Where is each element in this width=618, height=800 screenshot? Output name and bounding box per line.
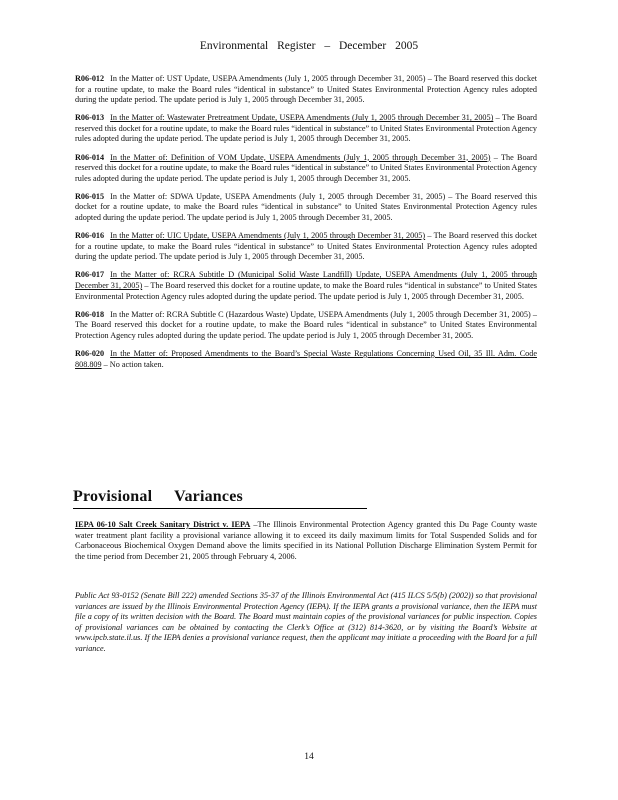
docket-body: – The Board reserved this docket for a routine update, to make the Board rules “identical in substance” to United States Environmental Protection Agency rules adopted during the update period. The update period is July 1, 2005 through December 31, 2005. (75, 191, 537, 223)
docket-heading: In the Matter of: Wastewater Pretreatment Update, USEPA Amendments (July 1, 2005 through December 31, 2005) (110, 113, 494, 123)
case-body: –The Illinois Environmental Protection Agency granted this Du Page County waste water treatment plant facility a provisional variance allowing it to exceed its daily maximum limits for Total Suspended Solids and for Carbonaceous Biochemical Oxygen Demand above the limits specified in its National Pollution Discharge Elimination System Permit for the time period from December 21, 2005 through February 4, 2006. (75, 520, 537, 561)
docket-entry (75, 153, 537, 185)
docket-body: – The Board reserved this docket for a routine update, to make the Board rules “identical in substance” to United States Environmental Protection Agency rules adopted during the update period. The update period is July 1, 2005 through December 31, 2005. (75, 152, 537, 183)
docket-entry (75, 310, 537, 342)
section-title: Provisional Variances (73, 488, 243, 505)
docket-entry (75, 74, 537, 106)
case-heading: IEPA 06-10 Salt Creek Sanitary District v. IEPA (75, 520, 251, 529)
provisional-variance-entry (75, 520, 537, 562)
docket-code: R06-014 (75, 152, 105, 162)
docket-body: – The Board reserved this docket for a routine update, to make the Board rules “identical in substance” to United States Environmental Protection Agency rules adopted during the update period. The update period is July 1, 2005 through December 31, 2005. (75, 231, 537, 262)
docket-code: R06-018 (75, 309, 105, 319)
docket-heading: In the Matter of: RCRA Subtitle C (Hazardous Waste) Update, USEPA Amendments (July 1, 2005 through December 31, 2005) (110, 309, 531, 319)
docket-body: – The Board reserved this docket for a routine update, to make the Board rules “identical in substance” to United States Environmental Protection Agency rules adopted during the update period. The update period is July 1, 2005 through December 31, 2005. (75, 309, 537, 340)
docket-heading: In the Matter of: UIC Update, USEPA Amendments (July 1, 2005 through December 31, 2005) (110, 231, 426, 241)
docket-code: R06-016 (75, 231, 105, 241)
docket-entry (75, 192, 537, 224)
docket-body: – The Board reserved this docket for a routine update, to make the Board rules “identical in substance” to United States Environmental Protection Agency rules adopted during the update period. The update period is July 1, 2005 through December 31, 2005. (75, 74, 537, 105)
docket-body: – The Board reserved this docket for a routine update, to make the Board rules “identical in substance” to United States Environmental Protection Agency rules adopted during the update period. The update period is July 1, 2005 through December 31, 2005. (75, 281, 537, 301)
docket-entry (75, 270, 537, 302)
docket-body: – No action taken. (101, 359, 164, 369)
docket-entry (75, 113, 537, 145)
docket-entries (75, 74, 537, 378)
docket-code: R06-012 (75, 74, 105, 83)
docket-body: – The Board reserved this docket for a routine update, to make the Board rules “identical in substance” to United States Environmental Protection Agency rules adopted during the update period. The update period is July 1, 2005 through December 31, 2005. (75, 113, 537, 144)
docket-code: R06-020 (75, 348, 105, 358)
docket-heading: In the Matter of: SDWA Update, USEPA Amendments (July 1, 2005 through December 31, 2005) (110, 191, 446, 201)
docket-code: R06-015 (75, 191, 105, 201)
docket-heading: In the Matter of: Proposed Amendments to the Board’s Special Waste Regulations Concerning Used Oil, 35 Ill. Adm. Code 808.809 (75, 348, 537, 369)
docket-entry (75, 231, 537, 263)
page-header: Environmental Register – December 2005 (199, 40, 419, 52)
statute-note: Public Act 93-0152 (Senate Bill 222) amended Sections 35-37 of the Illinois Environmental Act (415 ILCS 5/5(b) (2002)) so that provisional variances are issued by the Illinois Environmental Protection Agency (IEPA). If the IEPA grants a provisional variance, then the IEPA must file a copy of its written decision with the Board. The Board must maintain copies of the provisional variances for public inspection. Copies of provisional variances can be obtained by contacting the Clerk’s Office at (312) 814-3620, or by visiting the Board’s Website at www.ipcb.state.il.us. If the IEPA denies a provisional variance request, then the applicant may initiate a proceeding with the Board for a full variance. (75, 591, 537, 653)
docket-code: R06-013 (75, 113, 105, 123)
page-number: 14 (304, 752, 314, 762)
docket-entry (75, 349, 537, 370)
docket-code: R06-017 (75, 270, 105, 280)
docket-heading: In the Matter of: RCRA Subtitle D (Municipal Solid Waste Landfill) Update, USEPA Amendments (July 1, 2005 through December 31, 2005) (75, 270, 537, 290)
section-title-rule (73, 508, 367, 509)
docket-heading: In the Matter of: Definition of VOM Update, USEPA Amendments (July 1, 2005 through December 31, 2005) (110, 152, 491, 162)
docket-heading: In the Matter of: UST Update, USEPA Amendments (July 1, 2005 through December 31, 2005) (110, 74, 426, 83)
